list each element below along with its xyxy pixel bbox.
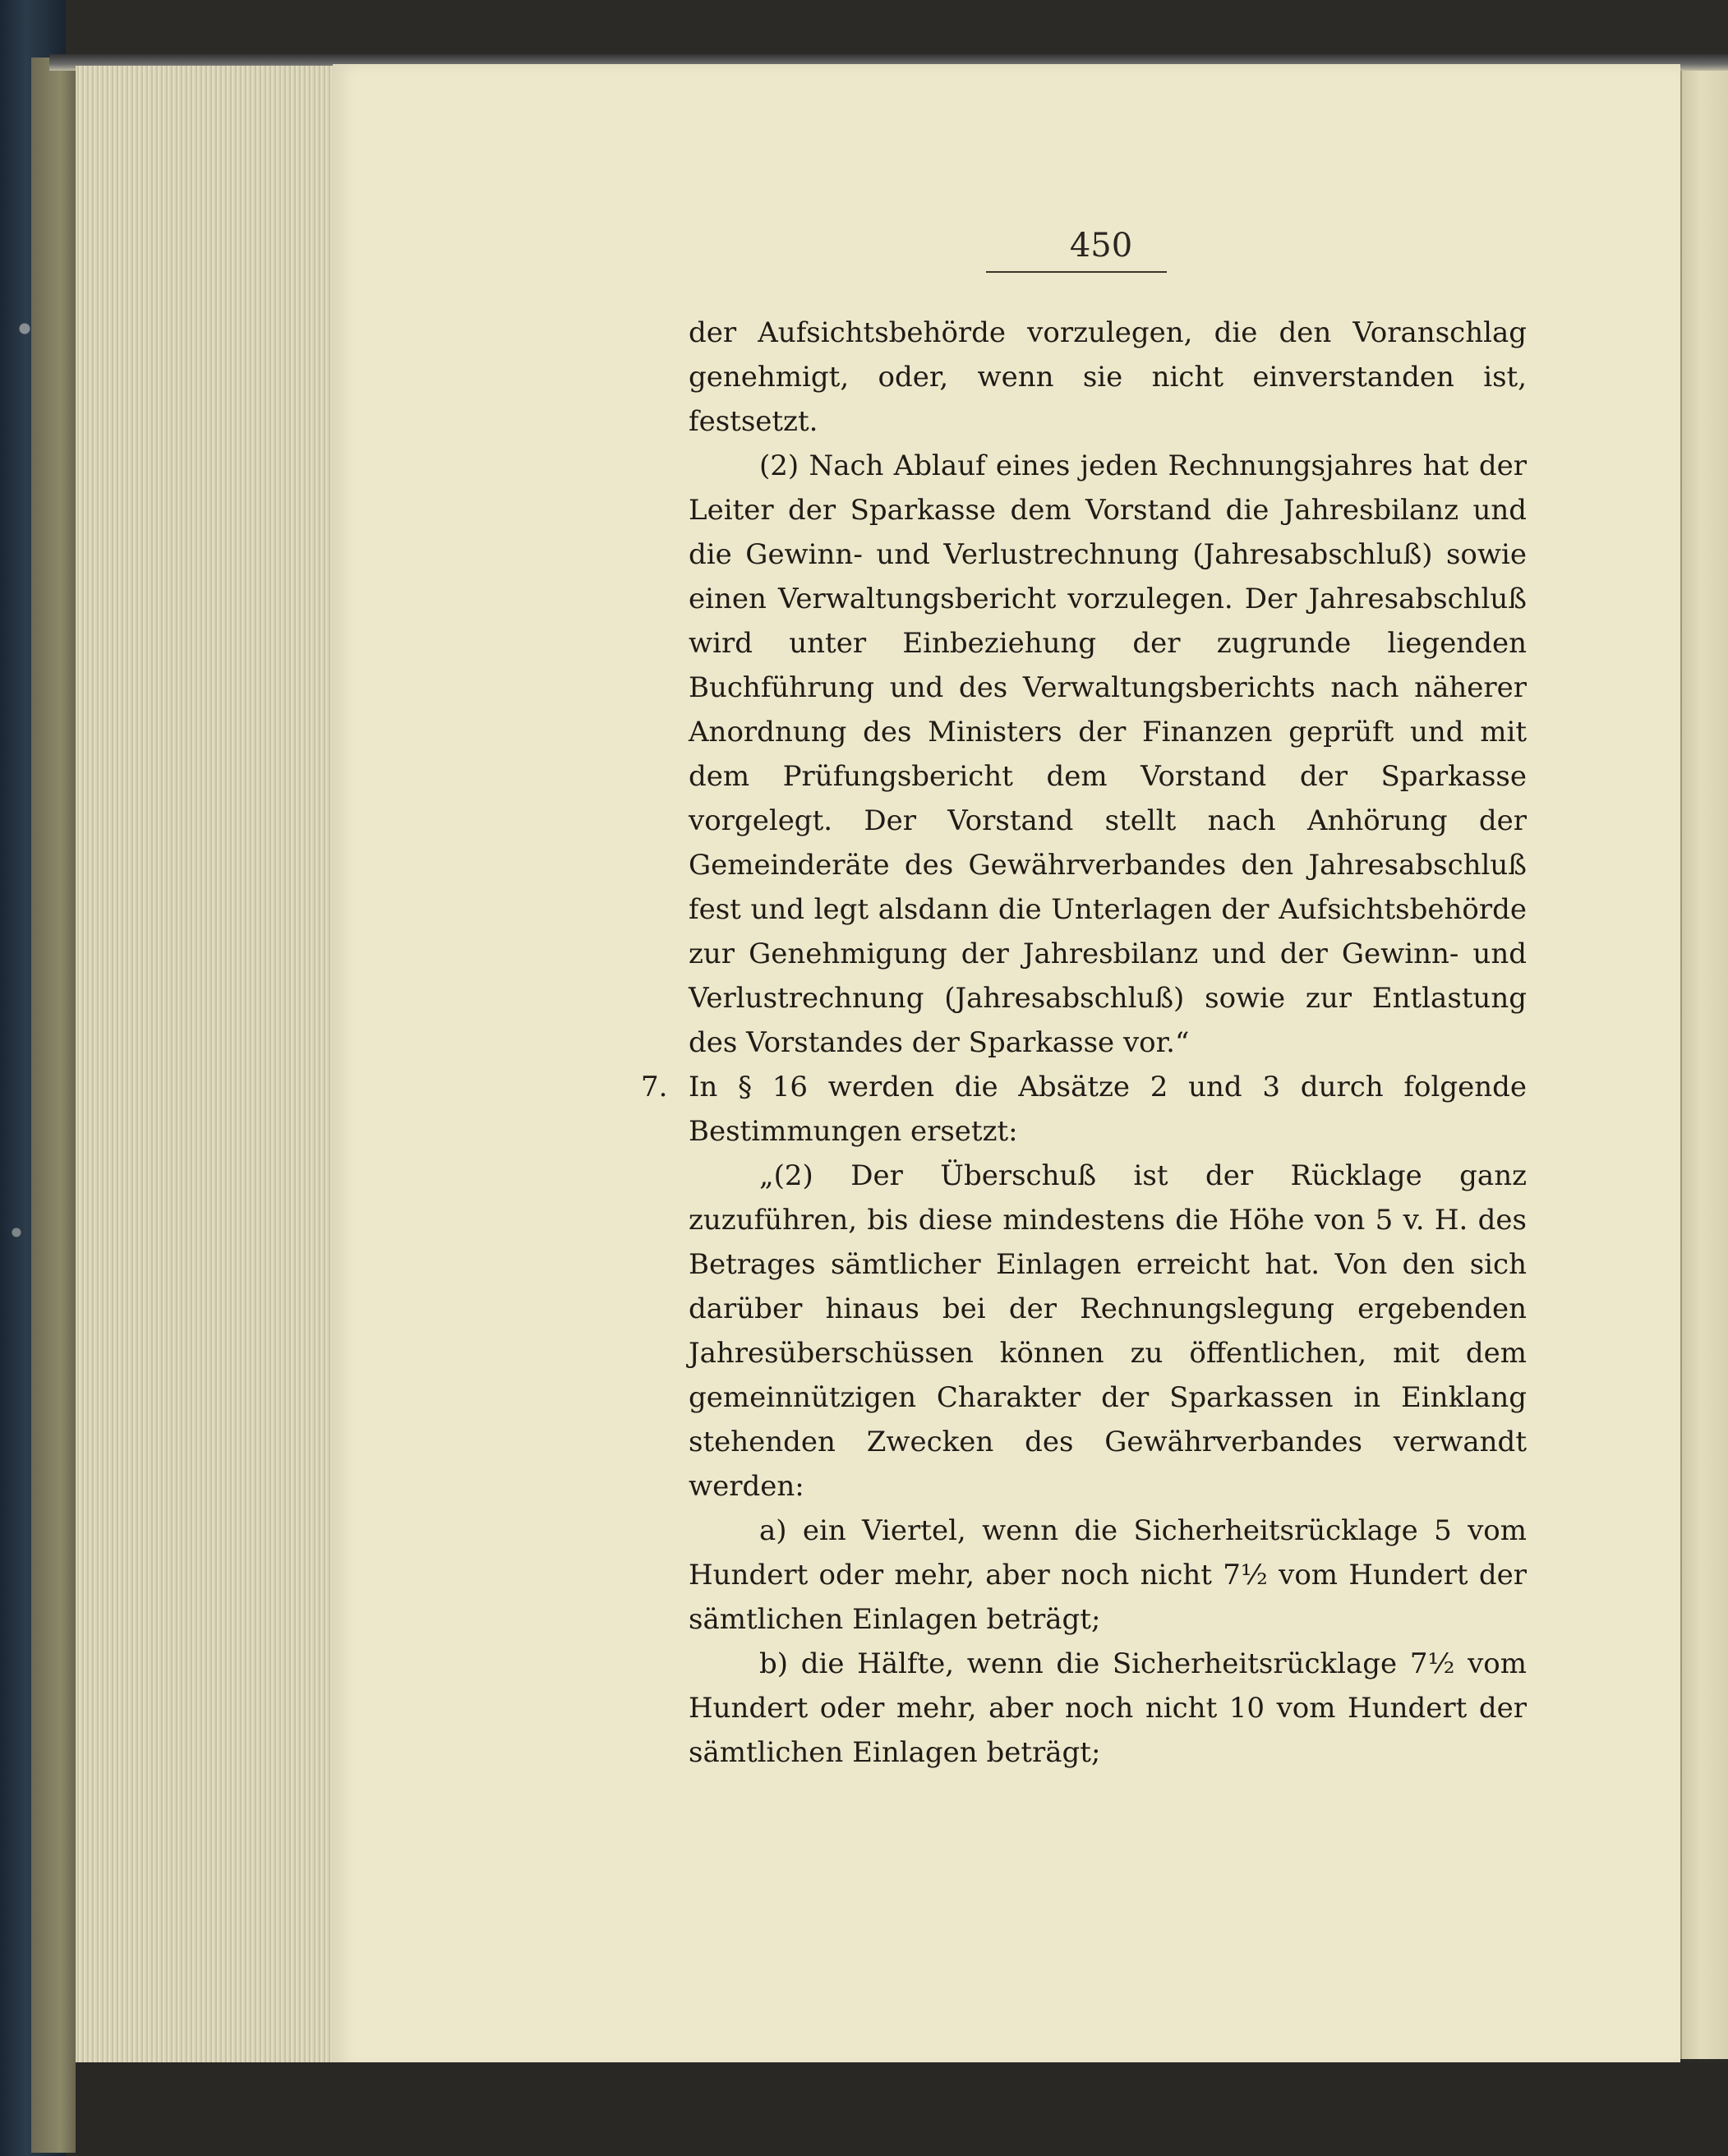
sub-item-b: b) die Hälfte, wenn die Sicherheitsrücklage 7½ vom Hundert oder mehr, aber noch nicht 10 vom Hundert der sämtlichen Einlagen beträgt; (689, 1647, 1527, 1769)
book-cover-edge (31, 58, 81, 2153)
numbered-item-7 (641, 1065, 1527, 1154)
quoted-paragraph-2: „(2) Der Überschuß ist der Rücklage ganz zuzuführen, bis diese mindestens die Höhe von 5 v. H. des Betrages sämtlicher Einlagen erreicht hat. Von den sich darüber hinaus bei der Rechnungslegung ergebenden Jahresüberschüssen können zu öffentlichen, mit dem gemeinnützigen Charakter der Sparkassen in Einklang stehenden Zwecken des Gewährverbandes verwandt werden: (689, 1159, 1527, 1503)
page-stack-edges (76, 66, 340, 2062)
item-7-text: In § 16 werden die Absätze 2 und 3 durch folgende Bestimmungen ersetzt: (689, 1071, 1527, 1148)
text-block (641, 311, 1527, 1775)
paragraph-intro: der Aufsichtsbehörde vorzulegen, die den Voranschlag genehmigt, oder, wenn sie nicht einverstanden ist, festsetzt. (689, 316, 1527, 438)
background-shadow (76, 2062, 1728, 2156)
page-number: 450 (1069, 227, 1133, 265)
facing-page-edge (1680, 71, 1728, 2059)
item-number: 7. (641, 1071, 668, 1103)
sub-item-a: a) ein Viertel, wenn die Sicherheitsrücklage 5 vom Hundert oder mehr, aber noch nicht 7½ vom Hundert der sämtlichen Einlagen beträgt; (689, 1514, 1527, 1636)
paragraph-2: (2) Nach Ablauf eines jeden Rechnungsjahres hat der Leiter der Sparkasse dem Vorstand die Jahresbilanz und die Gewinn- und Verlustrechnung (Jahresabschluß) sowie einen Verwaltungsbericht vorzulegen. Der Jahresabschluß wird unter Einbeziehung der zugrunde liegenden Buchführung und des Verwaltungsberichts nach näherer Anordnung des Ministers der Finanzen geprüft und mit dem Prüfungsbericht dem Vorstand der Sparkasse vorgelegt. Der Vorstand stellt nach Anhörung der Gemeinderäte des Gewährverbandes den Jahresabschluß fest und legt alsdann die Unterlagen der Aufsichtsbehörde zur Genehmigung der Jahresbilanz und der Gewinn- und Verlustrechnung (Jahresabschluß) sowie zur Entlastung des Vorstandes der Sparkasse vor.“ (689, 449, 1527, 1059)
page-number-rule (986, 271, 1167, 273)
